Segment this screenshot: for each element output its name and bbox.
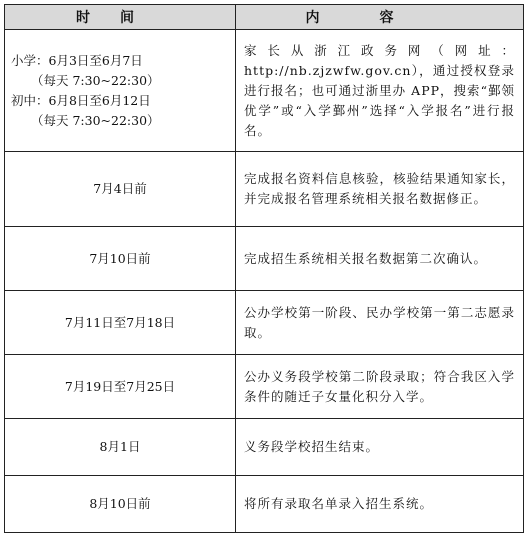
time-cell: 8月10日前 — [5, 476, 236, 533]
content-cell: 家长从浙江政务网（网址：http://nb.zjzwfw.gov.cn），通过授权登录进行报名；也可通过浙里办 APP，搜索“鄞领优学”或“入学鄞州”选择“入学报名”进行报名。 — [236, 30, 524, 152]
time-cell: 7月11日至7月18日 — [5, 291, 236, 355]
table-row — [5, 152, 524, 227]
table-header-row — [5, 5, 524, 30]
time-cell — [5, 30, 236, 152]
time-line-hours: （每天 7:30~22:30） — [31, 112, 160, 128]
header-content: 内容 — [236, 5, 524, 30]
time-cell: 7月10日前 — [5, 227, 236, 291]
table-row — [5, 419, 524, 476]
table-row — [5, 476, 524, 533]
content-cell: 公办学校第一阶段、民办学校第一第二志愿录取。 — [236, 291, 524, 355]
time-cell: 7月19日至7月25日 — [5, 355, 236, 419]
time-cell: 8月1日 — [5, 419, 236, 476]
content-cell: 义务段学校招生结束。 — [236, 419, 524, 476]
time-cell: 7月4日前 — [5, 152, 236, 227]
time-line-middle-school: 初中：6月8日至6月12日 — [11, 92, 151, 108]
enrollment-schedule-table — [4, 4, 524, 533]
table-row — [5, 30, 524, 152]
table-row — [5, 291, 524, 355]
time-line-primary: 小学：6月3日至6月7日 — [11, 52, 143, 68]
header-time: 时间 — [5, 5, 236, 30]
table-row — [5, 355, 524, 419]
content-cell: 将所有录取名单录入招生系统。 — [236, 476, 524, 533]
content-cell: 完成报名资料信息核验，核验结果通知家长，并完成报名管理系统相关报名数据修正。 — [236, 152, 524, 227]
table-row — [5, 227, 524, 291]
content-cell: 公办义务段学校第二阶段录取；符合我区入学条件的随迁子女量化积分入学。 — [236, 355, 524, 419]
content-cell: 完成招生系统相关报名数据第二次确认。 — [236, 227, 524, 291]
time-line-hours: （每天 7:30~22:30） — [31, 72, 160, 88]
